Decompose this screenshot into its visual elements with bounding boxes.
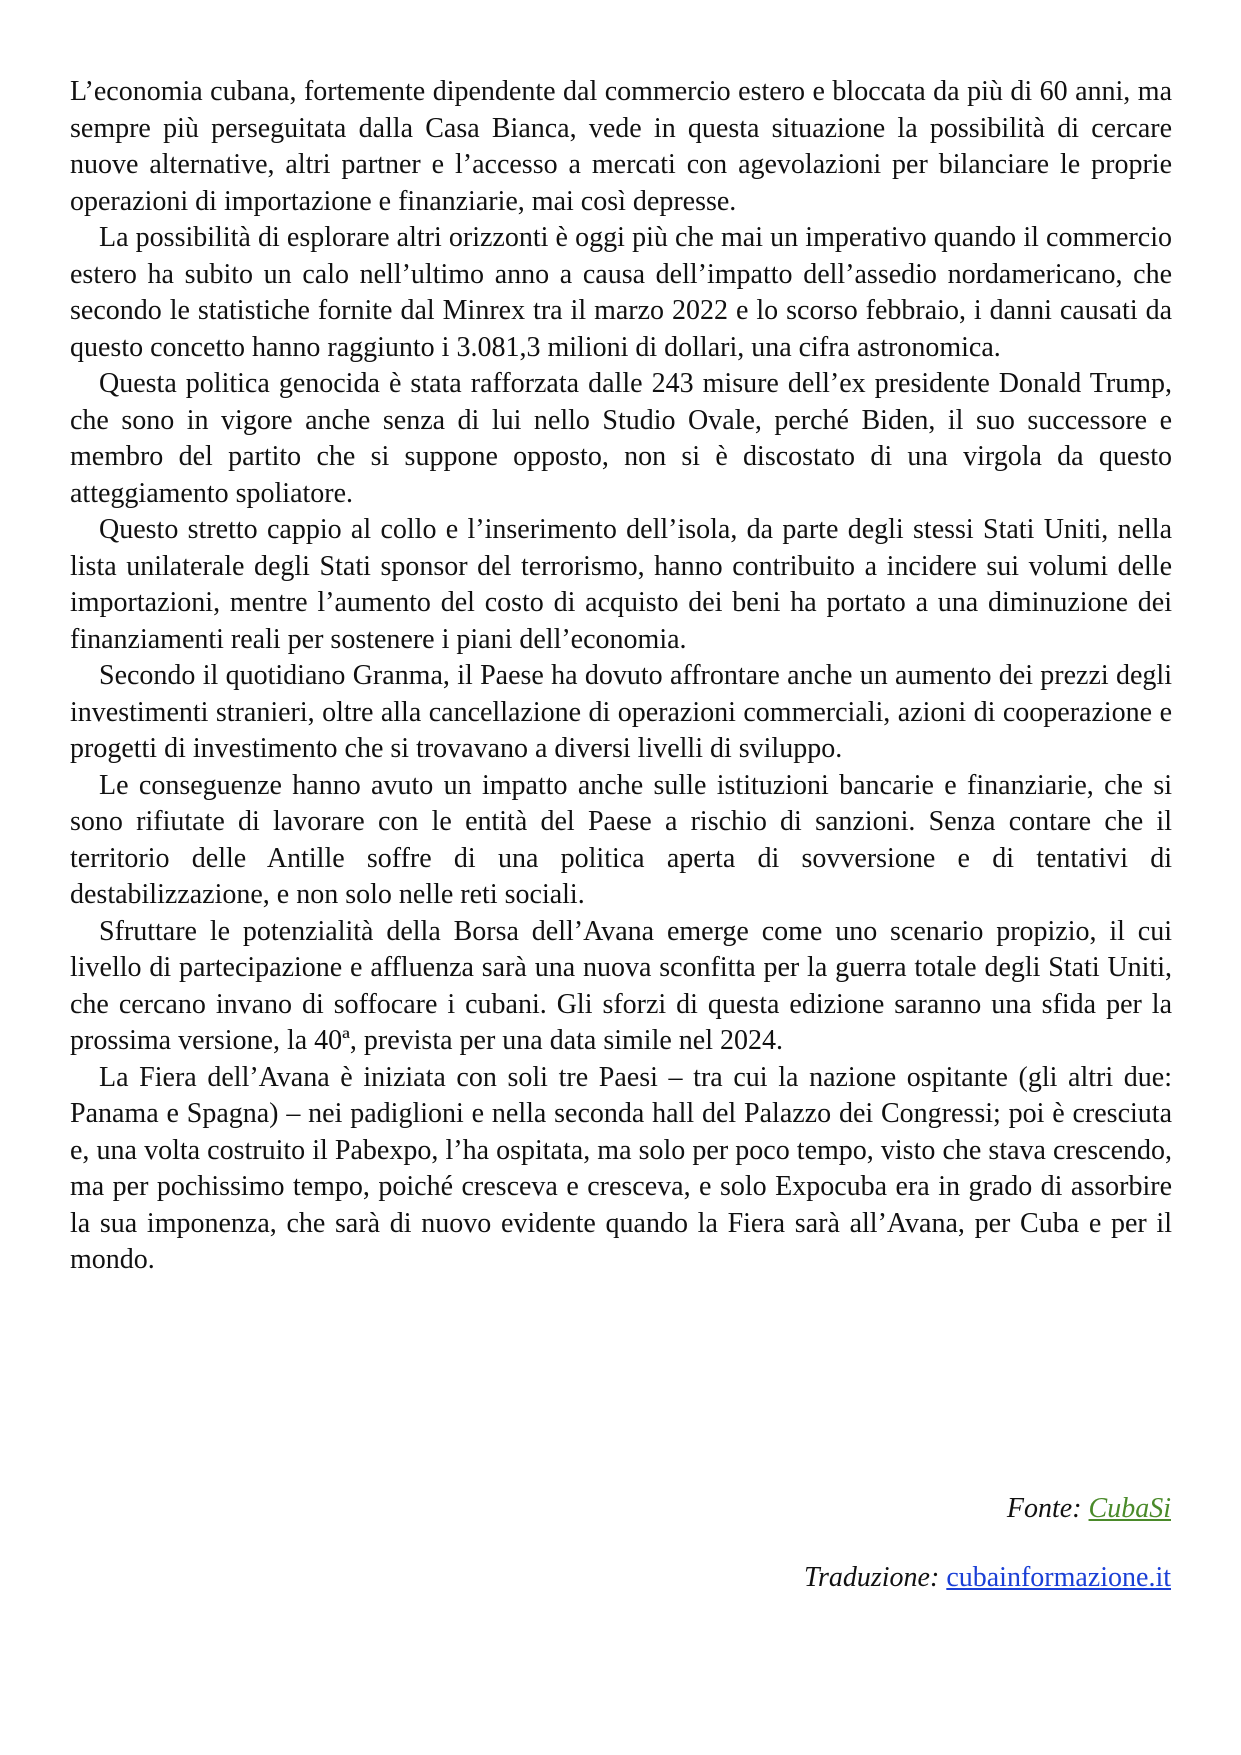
article-body: [70, 74, 1172, 1279]
translation-label: Traduzione:: [803, 1562, 947, 1593]
paragraph-8: La Fiera dell’Avana è iniziata con soli tre Paesi – tra cui la nazione ospitante (gli altri due: Panama e Spagna) – nei padiglioni e nella seconda hall del Palazzo dei Congressi; poi è cresciuta e, una volta costruito il Pabexpo, l’ha ospitata, ma solo per poco tempo, visto che stava crescendo, ma per pochissimo tempo, poiché cresceva e cresceva, e solo Expocuba era in grado di assorbire la sua imponenza, che sarà di nuovo evidente quando la Fiera sarà all’Avana, per Cuba e per il mondo.: [70, 1061, 1172, 1275]
paragraph-5: Secondo il quotidiano Granma, il Paese ha dovuto affrontare anche un aumento dei prezzi degli investimenti stranieri, oltre alla cancellazione di operazioni commerciali, azioni di cooperazione e progetti di investimento che si trovavano a diversi livelli di sviluppo.: [70, 660, 1172, 764]
translation-credit: [471, 1560, 1171, 1596]
paragraph-6: Le conseguenze hanno avuto un impatto anche sulle istituzioni bancarie e finanziarie, che si sono rifiutate di lavorare con le entità del Paese a rischio di sanzioni. Senza contare che il territorio delle Antille soffre di una politica aperta di sovversione e di tentativi di destabilizzazione, e non solo nelle reti sociali.: [70, 769, 1172, 910]
paragraph-1: L’economia cubana, fortemente dipendente dal commercio estero e bloccata da più di 60 anni, ma sempre più perseguitata dalla Casa Bianca, vede in questa situazione la possibilità di cercare nuove alternative, altri partner e l’accesso a mercati con agevolazioni per bilanciare le proprie operazioni di importazione e finanziarie, mai così depresse.: [70, 76, 1172, 217]
translation-link[interactable]: cubainformazione.it: [946, 1562, 1171, 1593]
paragraph-7: Sfruttare le potenzialità della Borsa dell’Avana emerge come uno scenario propizio, il cui livello di partecipazione e affluenza sarà una nuova sconfitta per la guerra totale degli Stati Uniti, che cercano invano di soffocare i cubani. Gli sforzi di questa edizione saranno una sfida per la prossima versione, la 40ª, prevista per una data simile nel 2024.: [70, 915, 1172, 1056]
paragraph-4: Questo stretto cappio al collo e l’inserimento dell’isola, da parte degli stessi Stati Uniti, nella lista unilaterale degli Stati sponsor del terrorismo, hanno contribuito a incidere sui volumi delle importazioni, mentre l’aumento del costo di acquisto dei beni ha portato a una diminuzione dei finanziamenti reali per sostenere i piani dell’economia.: [70, 514, 1172, 655]
source-link[interactable]: CubaSi: [1088, 1493, 1171, 1524]
source-credit: [471, 1491, 1171, 1527]
paragraph-2: La possibilità di esplorare altri orizzonti è oggi più che mai un imperativo quando il commercio estero ha subito un calo nell’ultimo anno a causa dell’impatto dell’assedio nordamericano, che secondo le statistiche fornite dal Minrex tra il marzo 2022 e lo scorso febbraio, i danni causati da questo concetto hanno raggiunto i 3.081,3 milioni di dollari, una cifra astronomica.: [70, 222, 1172, 363]
source-label: Fonte:: [1006, 1493, 1089, 1524]
paragraph-3: Questa politica genocida è stata rafforzata dalle 243 misure dell’ex presidente Donald Trump, che sono in vigore anche senza di lui nello Studio Ovale, perché Biden, il suo successore e membro del partito che si suppone opposto, non si è discostato di una virgola da questo atteggiamento spoliatore.: [70, 368, 1172, 509]
